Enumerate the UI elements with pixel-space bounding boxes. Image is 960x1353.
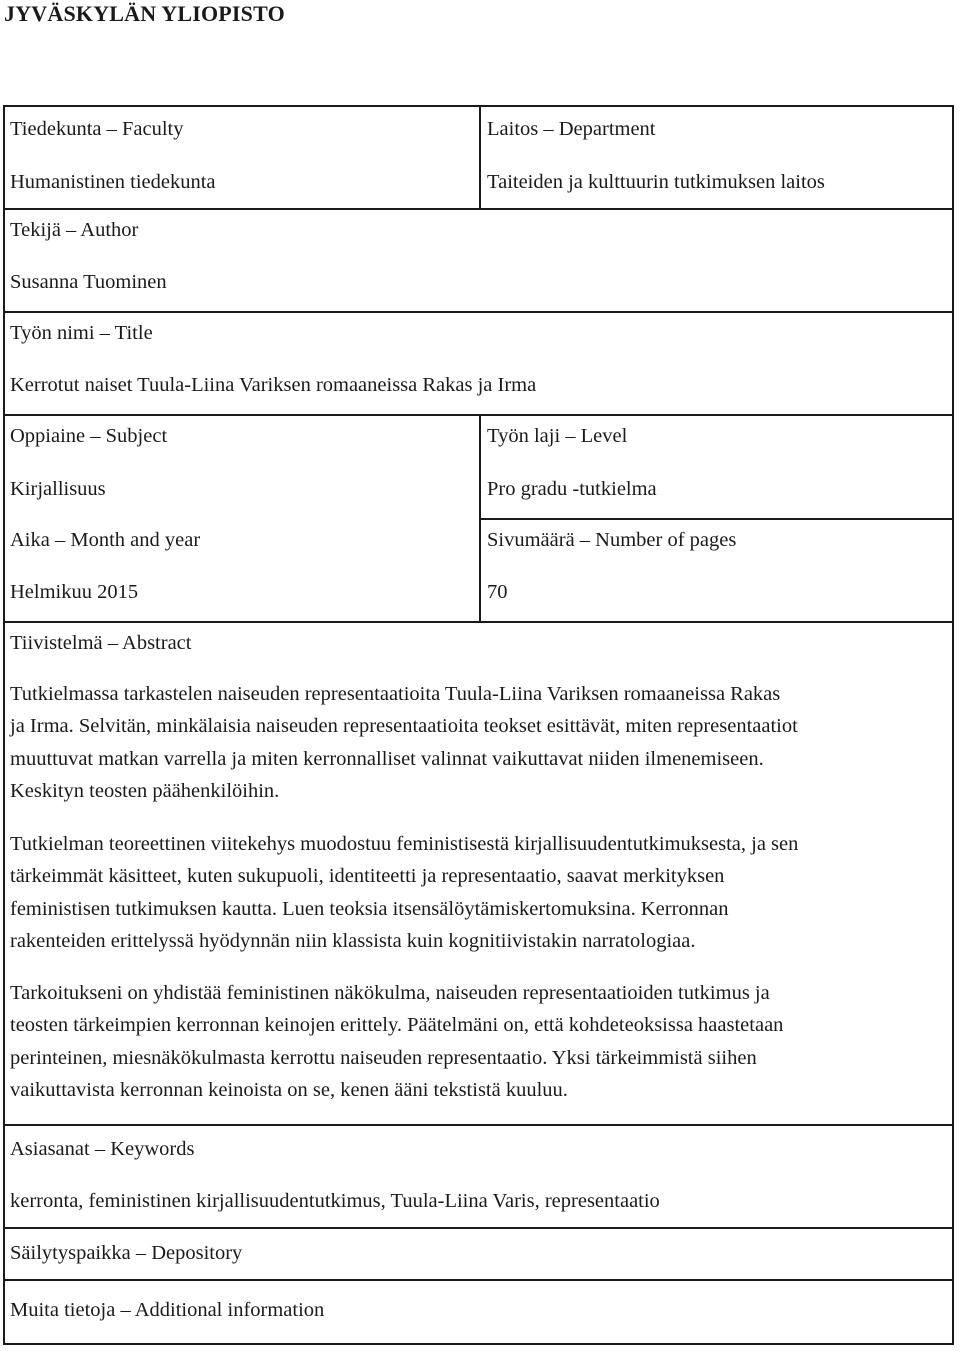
department-value: Taiteiden ja kulttuurin tutkimuksen laitos (487, 171, 825, 193)
level-label: Työn laji – Level (487, 425, 628, 447)
department-label: Laitos – Department (487, 118, 656, 140)
university-name: JYVÄSKYLÄN YLIOPISTO (4, 1, 285, 26)
additional-info-label: Muita tietoja – Additional information (10, 1299, 325, 1321)
abstract-line: teosten tärkeimpien kerronnan keinojen erittely. Päätelmäni on, että kohdeteoksissa haastetaan (10, 1014, 784, 1037)
abstract-line: tärkeimmät käsitteet, kuten sukupuoli, identiteetti ja representaatio, saavat merkityksen (10, 865, 725, 888)
title-label: Työn nimi – Title (10, 322, 153, 344)
abstract-line: feministisen tutkimuksen kautta. Luen teoksia itsensälöytämiskertomuksina. Kerronnan (10, 897, 729, 920)
depository-label: Säilytyspaikka – Depository (10, 1242, 243, 1264)
abstract-line: ja Irma. Selvitän, minkälaisia naiseuden representaatioita teokset esittävät, miten representaatiot (10, 715, 798, 738)
title-value: Kerrotut naiset Tuula-Liina Variksen romaaneissa Rakas ja Irma (10, 374, 537, 396)
pages-value: 70 (487, 581, 508, 603)
faculty-label: Tiedekunta – Faculty (10, 118, 184, 140)
divider (479, 414, 481, 622)
abstract-paragraph (10, 828, 945, 958)
abstract-line: Keskityn teosten päähenkilöihin. (10, 780, 280, 803)
abstract-line: Tutkielman teoreettinen viitekehys muodostuu feministisestä kirjallisuudentutkimuksesta, ja sen (10, 833, 799, 855)
abstract-line: Tarkoitukseni on yhdistää feministinen näkökulma, naiseuden representaatioiden tutkimus ja (10, 982, 770, 1004)
divider (3, 311, 954, 313)
abstract-line: vaikuttavista kerronnan keinoista on se, kenen ääni tekstistä kuuluu. (10, 1079, 568, 1102)
pages-label: Sivumäärä – Number of pages (487, 529, 737, 551)
abstract-line: Tutkielmassa tarkastelen naiseuden representaatioita Tuula-Liina Variksen romaaneissa Rakas (10, 683, 781, 705)
abstract-line: muuttuvat matkan varrella ja miten kerronnalliset valinnat vaikuttavat niiden ilmenemiseen. (10, 747, 764, 770)
keywords-value: kerronta, feministinen kirjallisuudentutkimus, Tuula-Liina Varis, representaatio (10, 1190, 660, 1212)
abstract-paragraph (10, 977, 945, 1107)
date-label: Aika – Month and year (10, 529, 201, 551)
author-label: Tekijä – Author (10, 219, 139, 241)
date-value: Helmikuu 2015 (10, 581, 139, 603)
subject-value: Kirjallisuus (10, 478, 106, 500)
level-value: Pro gradu -tutkielma (487, 478, 657, 500)
divider (479, 105, 481, 209)
abstract-label: Tiivistelmä – Abstract (10, 632, 192, 654)
divider (3, 1227, 954, 1229)
divider (3, 1279, 954, 1281)
keywords-label: Asiasanat – Keywords (10, 1138, 195, 1160)
subject-label: Oppiaine – Subject (10, 425, 168, 447)
abstract-line: rakenteiden erittelyssä hyödynnän niin klassista kuin kognitiivistakin narratologiaa. (10, 930, 696, 953)
divider (480, 518, 954, 520)
divider (3, 1124, 954, 1126)
author-value: Susanna Tuominen (10, 271, 167, 293)
abstract-paragraph (10, 678, 945, 808)
abstract-line: perinteinen, miesnäkökulmasta kerrottu naiseuden representaatio. Yksi tärkeimmistä siihen (10, 1046, 757, 1069)
faculty-value: Humanistinen tiedekunta (10, 171, 216, 193)
